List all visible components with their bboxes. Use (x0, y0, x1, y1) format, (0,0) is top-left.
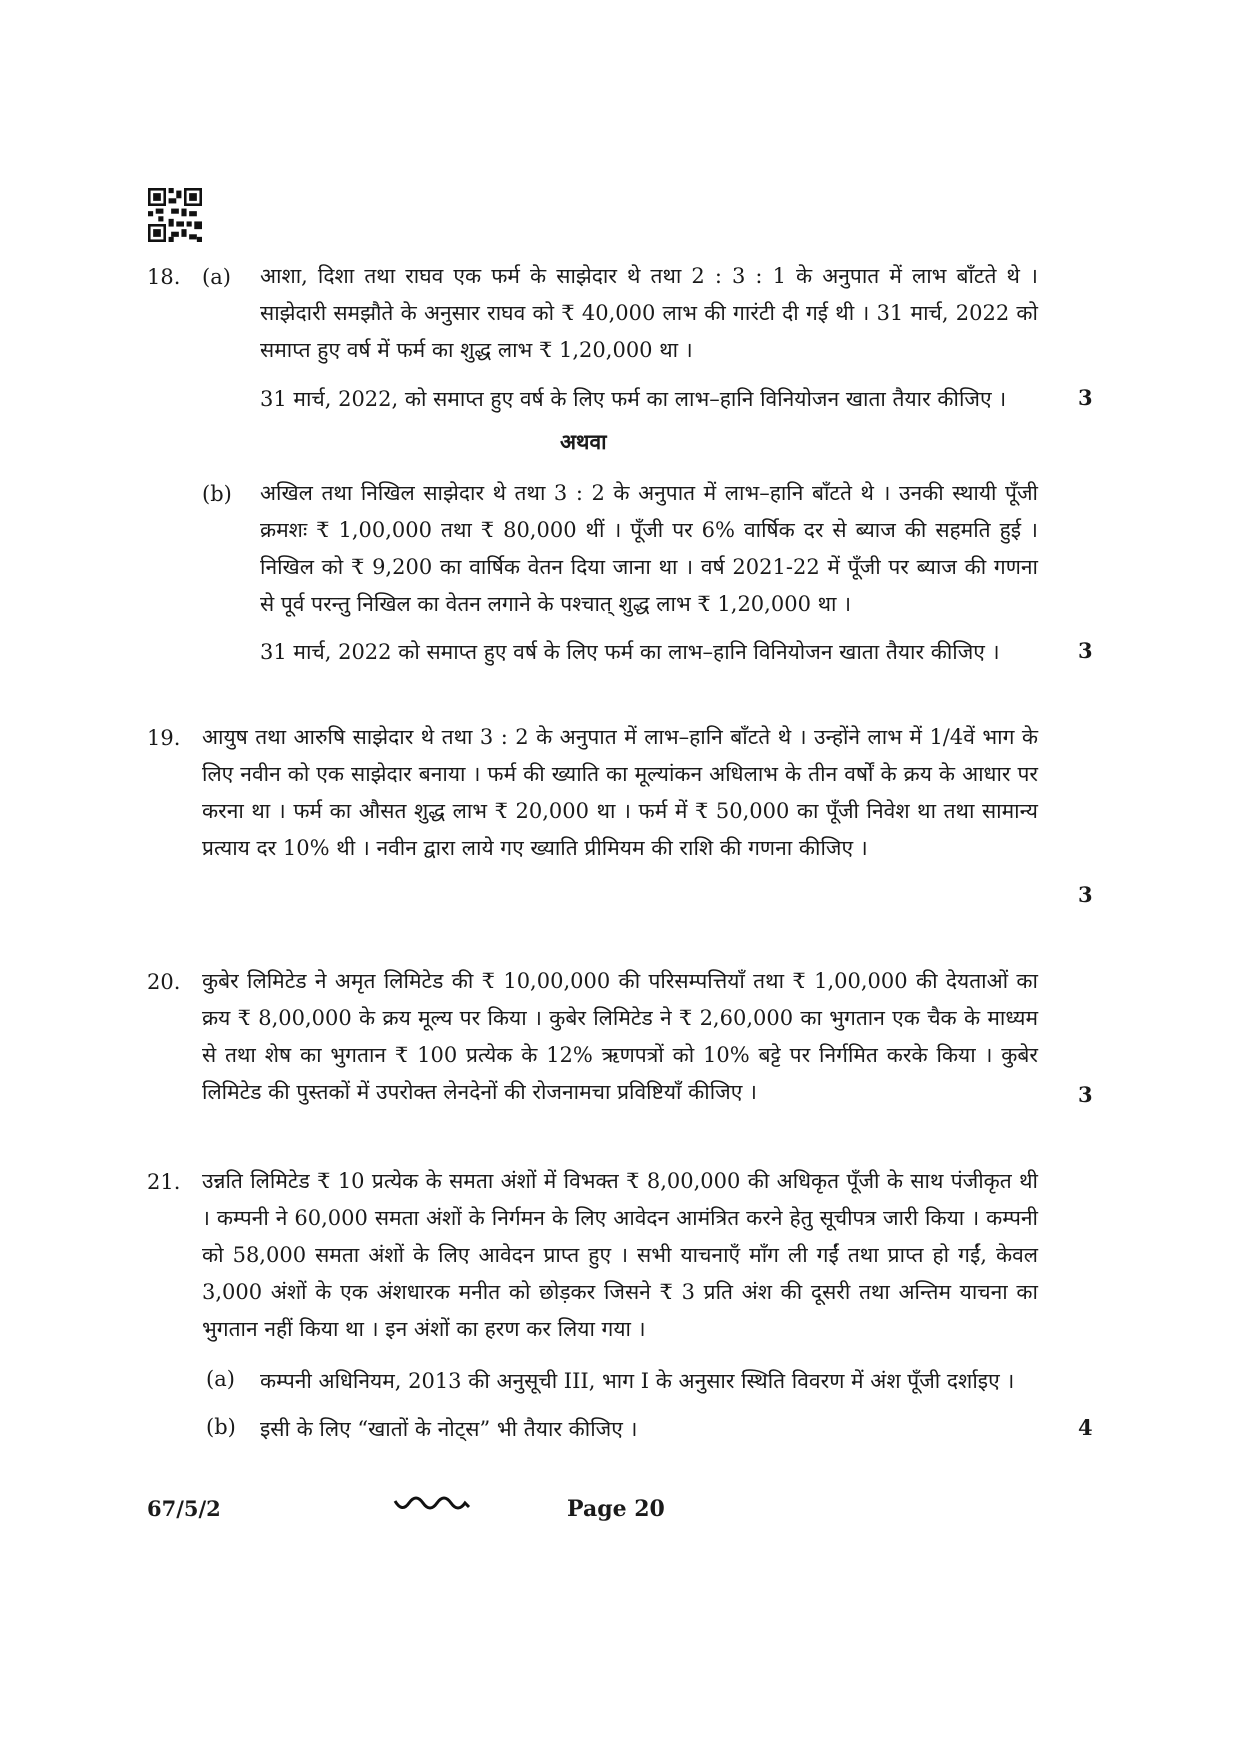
sub-question-label: (b) (206, 1415, 236, 1439)
question-task: इसी के लिए “खातों के नोट्स” भी तैयार कीजिए । (260, 1417, 638, 1441)
question-number: 20. (147, 970, 181, 994)
question-task: 31 मार्च, 2022, को समाप्त हुए वर्ष के लिए फर्म का लाभ–हानि विनियोजन खाता तैयार कीजिए । (260, 387, 1007, 411)
squiggle-divider-icon (393, 1493, 471, 1515)
question-text: आयुष तथा आरुषि साझेदार थे तथा 3 : 2 के अनुपात में लाभ–हानि बाँटते थे । उन्होंने लाभ में 1/4वें भाग के लिए नवीन को एक साझेदार बनाया । फर्म की ख्याति का मूल्यांकन अधिलाभ के तीन वर्षों के क्रय के आधार पर करना था । फर्म का औसत शुद्ध लाभ ₹ 20,000 था । फर्म में ₹ 50,000 का पूँजी निवेश था तथा सामान्य प्रत्याय दर 10% थी । नवीन द्वारा लाये गए ख्याति प्रीमियम की राशि की गणना कीजिए । (202, 725, 1038, 860)
question-text: उन्नति लिमिटेड ₹ 10 प्रत्येक के समता अंशों में विभक्त ₹ 8,00,000 की अधिकृत पूँजी के साथ पंजीकृत थी । कम्पनी ने 60,000 समता अंशों के निर्गमन के लिए आवेदन आमंत्रित करने हेतु सूचीपत्र जारी किया । कम्पनी को 58,000 समता अंशों के लिए आवेदन प्राप्त हुए । सभी याचनाएँ माँग ली गईं तथा प्राप्त हो गईं, केवल 3,000 अंशों के एक अंशधारक मनीत को छोड़कर जिसने ₹ 3 प्रति अंश की दूसरी तथा अन्तिम याचना का भुगतान नहीं किया था । इन अंशों का हरण कर लिया गया । (202, 1169, 1038, 1341)
marks: 3 (1078, 1082, 1093, 1107)
question-number: 21. (147, 1170, 181, 1194)
question-task: कम्पनी अधिनियम, 2013 की अनुसूची III, भाग I के अनुसार स्थिति विवरण में अंश पूँजी दर्शाइए । (260, 1369, 1015, 1393)
sub-question-label: (a) (206, 1367, 235, 1391)
qr-code-icon (148, 188, 202, 242)
question-number: 18. (147, 265, 181, 289)
question-task: 31 मार्च, 2022 को समाप्त हुए वर्ष के लिए फर्म का लाभ–हानि विनियोजन खाता तैयार कीजिए । (260, 640, 1000, 664)
question-text: अखिल तथा निखिल साझेदार थे तथा 3 : 2 के अनुपात में लाभ–हानि बाँटते थे । उनकी स्थायी पूँजी क्रमशः ₹ 1,00,000 तथा ₹ 80,000 थीं । पूँजी पर 6% वार्षिक दर से ब्याज की सहमति हुई । निखिल को ₹ 9,200 का वार्षिक वेतन दिया जाना था । वर्ष 2021-22 में पूँजी पर ब्याज की गणना से पूर्व परन्तु निखिल का वेतन लगाने के पश्चात् शुद्ध लाभ ₹ 1,20,000 था । (260, 481, 1038, 616)
question-text: आशा, दिशा तथा राघव एक फर्म के साझेदार थे तथा 2 : 3 : 1 के अनुपात में लाभ बाँटते थे । साझेदारी समझौते के अनुसार राघव को ₹ 40,000 लाभ की गारंटी दी गई थी । 31 मार्च, 2022 को समाप्त हुए वर्ष में फर्म का शुद्ध लाभ ₹ 1,20,000 था । (260, 264, 1038, 362)
marks: 4 (1078, 1415, 1093, 1440)
or-separator: अथवा (560, 429, 607, 454)
paper-code: 67/5/2 (147, 1496, 221, 1521)
sub-question-label: (a) (202, 265, 231, 289)
marks: 3 (1078, 638, 1093, 663)
sub-question-label: (b) (202, 482, 232, 506)
question-text: कुबेर लिमिटेड ने अमृत लिमिटेड की ₹ 10,00,000 की परिसम्पत्तियाँ तथा ₹ 1,00,000 की देयताओं का क्रय ₹ 8,00,000 के क्रय मूल्य पर किया । कुबेर लिमिटेड ने ₹ 2,60,000 का भुगतान एक चैक के माध्यम से तथा शेष का भुगतान ₹ 100 प्रत्येक के 12% ऋणपत्रों को 10% बट्टे पर निर्गमित करके किया । कुबेर लिमिटेड की पुस्तकों में उपरोक्त लेनदेनों की रोजनामचा प्रविष्टियाँ कीजिए । (202, 969, 1038, 1104)
marks: 3 (1078, 385, 1093, 410)
question-number: 19. (147, 726, 181, 750)
page-number: Page 20 (567, 1496, 665, 1522)
marks: 3 (1078, 882, 1093, 907)
